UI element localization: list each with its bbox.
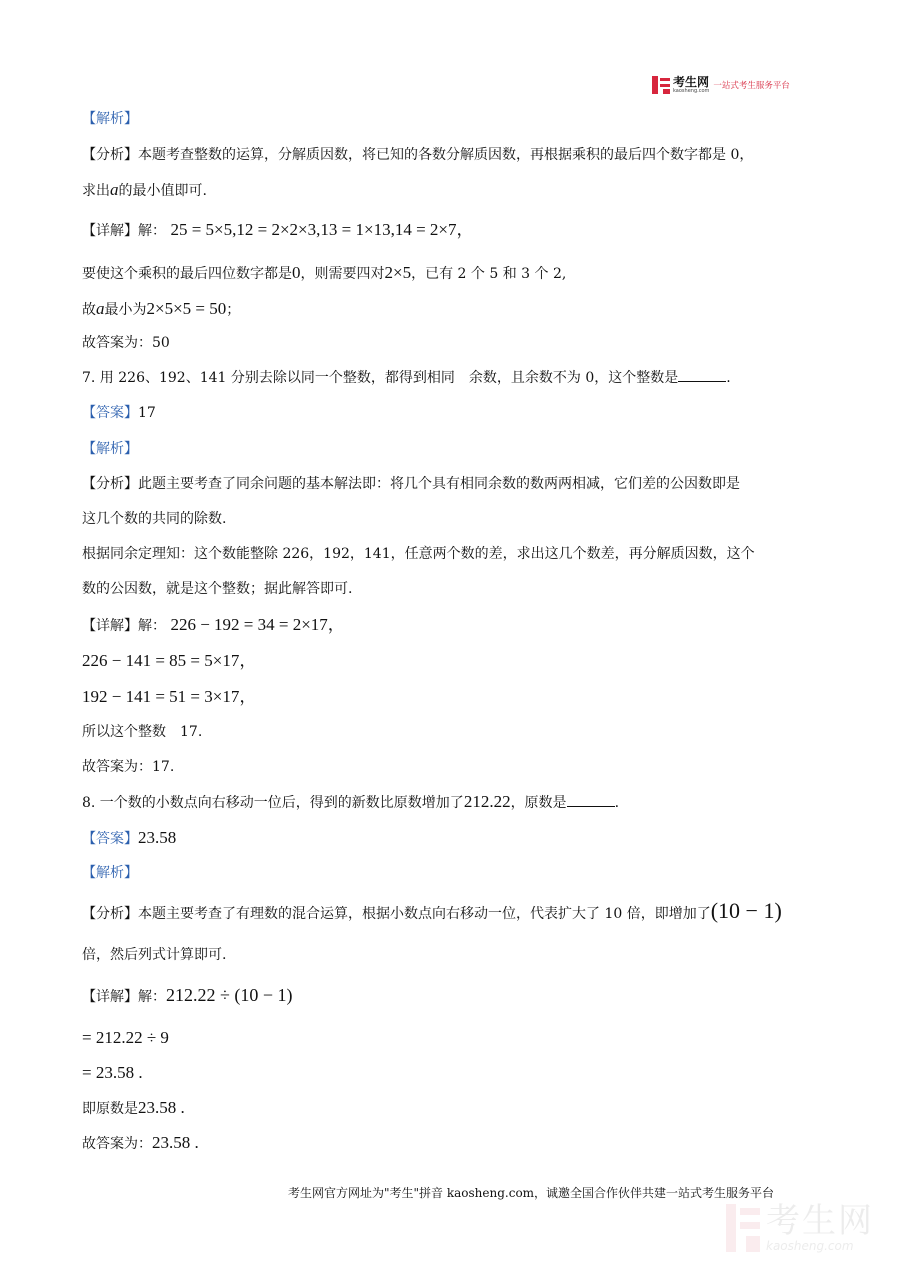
- q8-answer-math: 23.58 .: [152, 1133, 199, 1152]
- q8-fenxi-line-1: [82, 898, 782, 923]
- q7-jiexi-tag: 【解析】: [82, 441, 138, 457]
- q8-step-1: = 212.22 ÷ 9: [82, 1028, 169, 1047]
- q6-fenxi-text-a: 求出: [82, 183, 110, 199]
- site-logo: [652, 74, 822, 96]
- q7-fenxi-line-3: 根据同余定理知：这个数能整除 226，192，141，任意两个数的差，求出这几个数差，再分解质因数，这个: [82, 546, 755, 562]
- q8-jiexi-tag: 【解析】: [82, 865, 138, 881]
- q7-eq2: 226 − 141 = 85 = 5×17，: [82, 651, 257, 670]
- q7-question-end: .: [726, 370, 731, 386]
- q8-fenxi-math: (10 − 1): [710, 898, 782, 923]
- q6-fenxi-line-1: 【分析】本题考查整数的运算，分解质因数，将已知的各数分解质因数，再根据乘积的最后四个数字都是 0，: [82, 147, 754, 163]
- q8-answer: [82, 1134, 199, 1153]
- q8-daan-value: 23.58: [138, 828, 177, 847]
- logo-name: 考生网: [673, 74, 710, 89]
- q8-answer-pre: 故答案为：: [82, 1136, 152, 1152]
- q6-line-a-end: ，已有 2 个 5 和 3 个 2,: [411, 266, 567, 282]
- q8-xiangjie-math: 212.22 ÷ (10 − 1): [166, 985, 293, 1005]
- q7-daan: [82, 404, 156, 422]
- q7-eq1: 226 − 192 = 34 = 2×17，: [170, 615, 345, 634]
- q7-eq3: 192 − 141 = 51 = 3×17，: [82, 687, 257, 706]
- q8-answer-blank: [567, 794, 615, 807]
- q6-fenxi-text-b: 的最小值即可.: [118, 183, 207, 199]
- q8-conclusion-math: 23.58 .: [138, 1098, 185, 1117]
- q7-daan-value: 17: [138, 405, 156, 421]
- q7-xiangjie-label: 【详解】解：: [82, 618, 166, 634]
- q7-conclusion: 所以这个整数 17.: [82, 724, 203, 740]
- logo-text: [673, 74, 710, 94]
- q8-conclusion-pre: 即原数是: [82, 1101, 138, 1117]
- logo-mark-icon: [652, 76, 670, 94]
- q8-fenxi-line-2: 倍，然后列式计算即可.: [82, 947, 227, 963]
- q8-question-end: .: [614, 795, 620, 811]
- q7-fenxi-line-4: 数的公因数，就是这个整数；据此解答即可.: [82, 581, 353, 597]
- q8-question: [82, 793, 619, 812]
- q6-line-a-math: 2×5: [384, 263, 412, 282]
- q7-xiangjie-line: [82, 616, 345, 635]
- watermark-domain: kaosheng.com: [766, 1239, 854, 1253]
- q6-fenxi-line-2: [82, 181, 207, 200]
- page-footer: 考生网官方网址为"考生"拼音 kaosheng.com，诚邀全国合作伙伴共建一站式考生服务平台: [288, 1186, 775, 1200]
- watermark-text: [766, 1203, 874, 1253]
- watermark-name: 考生网: [766, 1201, 874, 1241]
- logo-domain: kaosheng.com: [673, 87, 710, 94]
- q6-xiangjie-math: 25 = 5×5,12 = 2×2×3,13 = 1×13,14 = 2×7，: [170, 220, 474, 239]
- q6-line-b-math: 2×5×5 = 50: [146, 299, 227, 318]
- q8-question-pre: 8. 一个数的小数点向右移动一位后，得到的新数比原数增加了: [82, 795, 464, 811]
- q8-daan: [82, 829, 176, 848]
- q8-step-2: = 23.58 .: [82, 1063, 143, 1082]
- q6-line-a-text: 要使这个乘积的最后四位数字都是: [82, 266, 292, 282]
- q7-question-text: 7. 用 226、192、141 分别去除以同一个整数，都得到相同 余数，且余数不为 0，这个整数是: [82, 370, 679, 386]
- q6-xiangjie-line: [82, 221, 474, 240]
- q8-question-mid: ，原数是: [510, 795, 567, 811]
- q7-answer: 故答案为：17.: [82, 759, 175, 775]
- logo-slogan: 一站式考生服务平台: [713, 81, 790, 91]
- q6-line-a: [82, 264, 566, 283]
- q8-fenxi-text: 【分析】本题主要考查了有理数的混合运算，根据小数点向右移动一位，代表扩大了 10 倍，即增加了: [82, 906, 711, 922]
- q6-line-b: [82, 300, 240, 319]
- q6-answer: 故答案为：50: [82, 335, 170, 351]
- q6-var-a: a: [110, 180, 119, 199]
- watermark-mark-icon: [726, 1204, 760, 1252]
- q6-xiangjie-label: 【详解】解：: [82, 223, 166, 239]
- q8-question-math: 212.22: [463, 792, 511, 811]
- q8-daan-tag: 【答案】: [82, 831, 138, 847]
- q6-line-b-end: ；: [226, 302, 241, 318]
- q7-answer-blank: [678, 369, 726, 382]
- q7-question: [82, 369, 731, 387]
- q7-daan-tag: 【答案】: [82, 405, 138, 421]
- q6-line-b-pre: 故: [82, 302, 96, 318]
- watermark-logo: [726, 1203, 874, 1253]
- q8-xiangjie-label: 【详解】解：: [82, 989, 166, 1005]
- q7-fenxi-line-1: 【分析】此题主要考查了同余问题的基本解法即：将几个具有相同余数的数两两相减，它们差的公因数即是: [82, 476, 740, 492]
- q7-fenxi-line-2: 这几个数的共同的除数.: [82, 511, 227, 527]
- q6-jiexi-tag: 【解析】: [82, 111, 138, 127]
- q6-line-a-zero: 0: [292, 263, 301, 282]
- q8-conclusion: [82, 1099, 185, 1118]
- q6-line-b-var: a: [96, 299, 105, 318]
- q8-xiangjie-line: [82, 986, 293, 1006]
- q6-line-b-mid: 最小为: [104, 302, 147, 318]
- q6-line-a-mid: ，则需要四对: [300, 266, 385, 282]
